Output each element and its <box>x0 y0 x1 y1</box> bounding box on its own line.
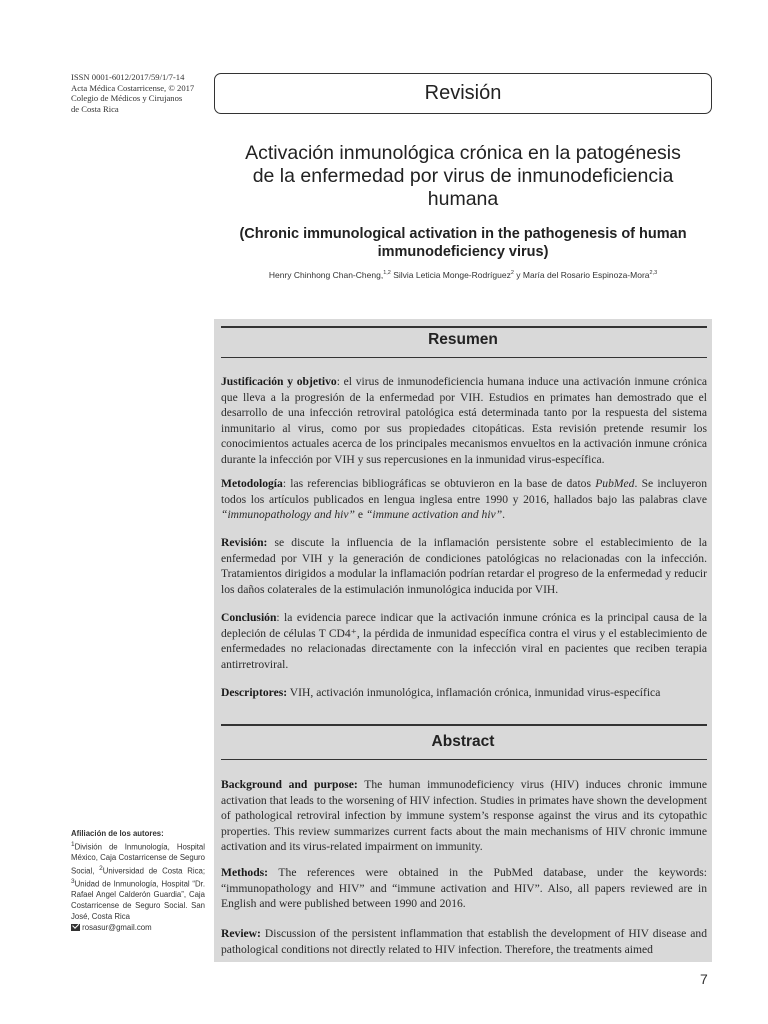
para-text: : las referencias bibliográficas se obtuvieron en la base de datos <box>282 477 596 490</box>
author-affiliation <box>71 829 205 934</box>
author-3-affil: 2,3 <box>649 270 658 277</box>
envelope-icon <box>71 924 80 931</box>
title-es-line-2: de la enfermedad por virus de inmunodeficiencia <box>252 165 674 187</box>
resumen-paragraph-revision <box>221 535 707 597</box>
abstract-rule-top <box>221 724 707 726</box>
para-text: e <box>354 508 366 521</box>
para-text: : el virus de inmunodeficiencia humana induce una activación inmune crónica que lleva a la progresión de la enfermedad por VIH. Estudios en primates han demostrado que el desarrollo de una infección retroviral patológica está determinada tanto por la respuesta del sistema inmunitario al virus, como por sus propiedades citopáticas. Esta revisión pretende resumir los conocimientos actuales acerca de los principales mecanismos envueltos en la activación inmune crónica durante la infección por VIH y sus repercusiones en la inmunidad virus-específica. <box>221 375 707 466</box>
para-label: Conclusión <box>221 611 277 624</box>
affil-text: Unidad de Inmunología, Hospital “Dr. Rafael Angel Calderón Guardia”, Caja Costarricense de Seguro Social. San José, Costa Rica <box>71 879 205 921</box>
article-title-en <box>214 225 712 261</box>
para-text: The references were obtained in the PubMed database, under the keywords: “immunopathology and HIV” and “immune activation and HIV”. Also, all papers reviewed are in English and were published between 1990 and 2016. <box>221 866 707 910</box>
publisher-line-2: de Costa Rica <box>71 103 119 114</box>
section-label: Revisión <box>424 82 502 104</box>
keyword: “immunopathology and hiv” <box>221 508 355 521</box>
section-label-box <box>214 73 712 114</box>
abstract-heading: Abstract <box>431 733 495 750</box>
para-text: The human immunodeficiency virus (HIV) induces chronic immune activation that leads to the worsening of HIV infection. Studies in primates have shown the development of pathological retroviral infection by immune system’s response against the virus and its cytopathic properties. This review summarizes current facts about the main mechanisms of HIV chronic immune activation and its virus-related impairment on immunity. <box>221 778 707 853</box>
abstract-paragraph-review <box>221 926 707 957</box>
resumen-rule-bottom <box>221 357 707 358</box>
affil-text: División de Inmunología, Hospital México, Caja Costarricense de Seguro Social, <box>71 842 205 876</box>
resumen-paragraph-conclusion <box>221 610 707 672</box>
para-text: VIH, activación inmunológica, inflamación crónica, inmunidad virus-específica <box>287 686 661 699</box>
affil-sup: 1 <box>71 840 75 848</box>
para-text: se discute la influencia de la inflamación persistente sobre el establecimiento de la enfermedad por VIH y la generación de condiciones patológicas no relacionadas con la infección. Tratamientos dirigidos a modular la inflamación podrían retardar el progreso de la enfermedad y reducir los daños colaterales de la estimulación inmunológica inducida por VIH. <box>221 536 707 596</box>
para-text: Discussion of the persistent inflammation that establish the development of HIV disease and pathological conditions not directly related to HIV infection. Therefore, the treatments aimed <box>221 927 707 956</box>
author-2: Silvia Leticia Monge-Rodríguez <box>390 270 511 280</box>
journal-line: Acta Médica Costarricense, © 2017 <box>71 82 195 93</box>
resumen-paragraph-descriptores <box>221 685 707 701</box>
journal-metadata <box>71 72 211 114</box>
resumen-heading: Resumen <box>428 331 498 348</box>
keyword: “immune activation and hiv” <box>365 508 503 521</box>
para-label: Metodología <box>221 477 283 490</box>
author-1: Henry Chinhong Chan-Cheng, <box>268 270 384 280</box>
para-label: Review: <box>221 927 261 940</box>
para-text: . <box>502 508 506 521</box>
author-1-affil: 1,2 <box>383 270 391 277</box>
author-2-affil: 2 <box>510 270 514 277</box>
affil-sup: 3 <box>71 878 75 885</box>
affil-sup: 2 <box>99 864 103 872</box>
affiliation-label: Afiliación de los autores: <box>71 829 164 838</box>
para-label: Descriptores: <box>221 686 288 699</box>
para-label: Revisión: <box>221 536 268 549</box>
database-name: PubMed <box>595 477 635 490</box>
author-list <box>214 270 712 280</box>
contact-email[interactable]: rosasur@gmail.com <box>82 923 152 933</box>
abstract-rule-bottom <box>221 759 707 760</box>
resumen-paragraph-metodologia <box>221 476 707 523</box>
issn-line: ISSN 0001-6012/2017/59/1/7-14 <box>71 72 185 82</box>
para-text: . Se incluyeron todos los artículos publicados en lengua inglesa entre 1990 y 2016, hallados bajo las palabras clave <box>221 477 708 506</box>
para-label: Methods: <box>221 866 269 879</box>
publisher-line: Colegio de Médicos y Cirujanos <box>71 93 183 104</box>
title-es-line-1: Activación inmunológica crónica en la patogénesis <box>245 142 681 164</box>
resumen-rule-top <box>221 326 707 328</box>
title-en-line-1: (Chronic immunological activation in the pathogenesis of human <box>239 226 687 242</box>
para-label: Justificación y objetivo <box>221 375 337 388</box>
para-text: : la evidencia parece indicar que la activación inmune crónica es la principal causa de la depleción de células T CD4⁺, la pérdida de inmunidad específica contra el virus y el establecimiento de enfermedades no relacionadas directamente con la infección viral en pacientes que reciben terapia antirretroviral. <box>221 611 707 671</box>
author-3: y María del Rosario Espinoza-Mora <box>513 270 650 280</box>
page-number: 7 <box>700 971 708 987</box>
affil-text: Universidad de Costa Rica; <box>102 866 205 876</box>
title-es-line-3: humana <box>427 188 499 210</box>
contact-email-row <box>71 923 205 934</box>
abstract-paragraph-background <box>221 777 707 855</box>
article-title-es <box>214 142 712 211</box>
para-label: Background and purpose: <box>221 778 358 791</box>
title-en-line-2: immunodeficiency virus) <box>377 244 549 260</box>
abstract-paragraph-methods <box>221 865 707 912</box>
resumen-paragraph-justificacion <box>221 374 707 467</box>
